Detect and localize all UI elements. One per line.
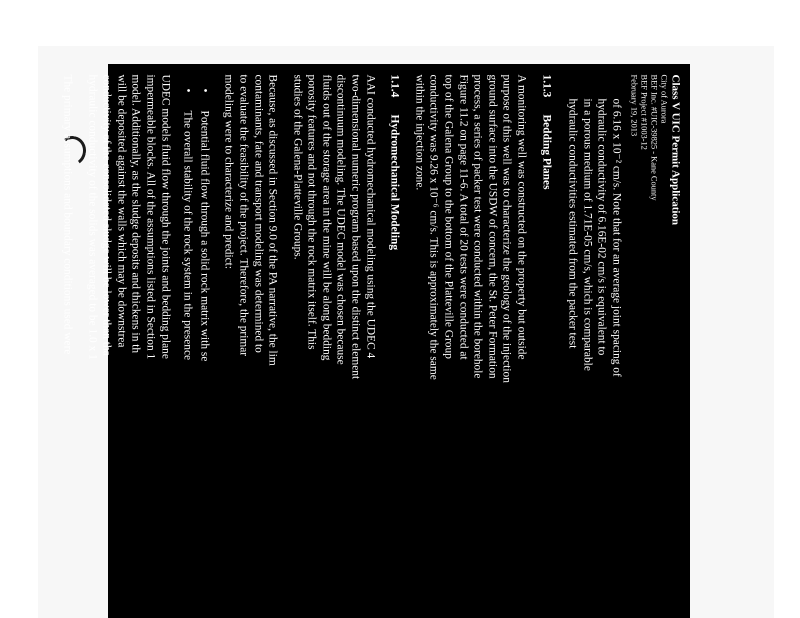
- text-line: in a porous medium of 1.71E-05 cm/s, which is comparable: [581, 98, 594, 371]
- text-line: two-dimensional numeric program based upon the distinct element: [349, 74, 362, 379]
- list-item: [180, 88, 195, 616]
- text-line: studies of the Galena-Platteville Groups.: [291, 74, 304, 260]
- bullet-icon: •: [198, 88, 211, 92]
- section-number: 1.1.4: [388, 74, 401, 97]
- header-title: Class V UIC Permit Application: [669, 74, 682, 225]
- text-line: fluids out of the storage area in the mine will be along bedding: [320, 74, 333, 360]
- text-line: conductivity of the consolidated sludge will be lower than tha: [100, 74, 113, 356]
- section-number: 1.1.3: [540, 74, 553, 97]
- text-line: impermeable blocks. All of the assumptions listed in Section 1: [144, 74, 157, 359]
- text-line: purpose of this well was to characterize the geology of the injection: [500, 74, 513, 383]
- list-item: [197, 88, 212, 616]
- text-line: discontinuum modeling. The UDEC model was chosen because: [335, 74, 347, 365]
- bullet-text: Potential fluid flow through a solid rock matrix with se: [198, 110, 211, 361]
- header-line: BEF Project #1003-12: [639, 74, 649, 150]
- bullet-icon: •: [181, 88, 194, 92]
- modeling-paragraph-2: [221, 74, 279, 616]
- section-title: Bedding Planes: [540, 114, 553, 190]
- text-line: The primary assumptions and boundary conditions used were: [61, 74, 74, 354]
- text-line: modeling were to characterize and predict:: [222, 74, 235, 269]
- bedding-planes-paragraph: [412, 74, 529, 616]
- document-header: [629, 74, 682, 616]
- text-line: Because, as discussed in Section 9.0 of the PA narrative, the lim: [266, 74, 279, 366]
- modeling-paragraph-4: [60, 74, 75, 616]
- modeling-paragraph-3: [85, 74, 173, 616]
- scanned-page: [61, 64, 690, 618]
- bullet-text: The overall stability of the rock system in the presence: [181, 110, 194, 360]
- text-line: process, a series of packer test were conducted within the borehole: [471, 74, 484, 378]
- intro-paragraph: [565, 98, 623, 616]
- section-title: Hydromechanical Modeling: [388, 114, 401, 250]
- text-line: hydraulic conductivity of 6.16E-02 cm/s is equivalent to: [595, 98, 608, 355]
- text-line: AAI conducted hydromechanical modeling using the UDEC 4: [364, 74, 377, 358]
- text-line: of 6.16 x 10⁻² cm/s. Note that for an average joint spacing of: [610, 98, 623, 377]
- modeling-paragraph-1: [290, 74, 378, 616]
- text-line: to evaluate the feasibility of the project. Therefore, the primar: [237, 74, 250, 356]
- text-line: will be deposited against the walls which may be downstrea: [115, 74, 128, 347]
- text-line: Figure 11.2 on page 11-6. A total of 20 tests were conducted at: [457, 74, 470, 360]
- section-heading-bedding-planes: [539, 74, 554, 616]
- header-line: City of Aurora: [659, 74, 669, 123]
- text-line: model. Additionally, as the sludge deposits and thickens in th: [129, 74, 142, 353]
- text-line: porosity features and not through the rock matrix itself. This: [305, 74, 318, 350]
- text-line: ground surface into the USDW of concern, the St. Peter Formation: [486, 74, 499, 379]
- text-line: hydraulic conductivity of the solids was averaged to be 1.0 x 1: [86, 74, 99, 360]
- text-line: UDEC models fluid flow through the joints and bedding plane: [159, 74, 172, 359]
- text-line: A monitoring well was constructed on the property but outside: [515, 74, 528, 360]
- text-line: within the injection zone.: [413, 74, 426, 190]
- text-line: contaminants, fate and transport modeling was determined to: [252, 74, 265, 353]
- header-line: February 19, 2013: [629, 74, 639, 136]
- text-line: conductivity was 9.26 x 10⁻⁶ cm/s. This is approximately the same: [427, 74, 440, 380]
- header-line: BEF Inc. #UIC-39825 - Kane County: [649, 74, 659, 201]
- rotated-text-block: [61, 68, 686, 616]
- text-line: top of the Galena Group to the bottom of the Platteville Group: [442, 74, 455, 359]
- text-line: hydraulic conductivities estimated from the packer test: [566, 98, 579, 348]
- bullet-list: [180, 88, 211, 616]
- section-heading-hydromechanical-modeling: [387, 74, 402, 616]
